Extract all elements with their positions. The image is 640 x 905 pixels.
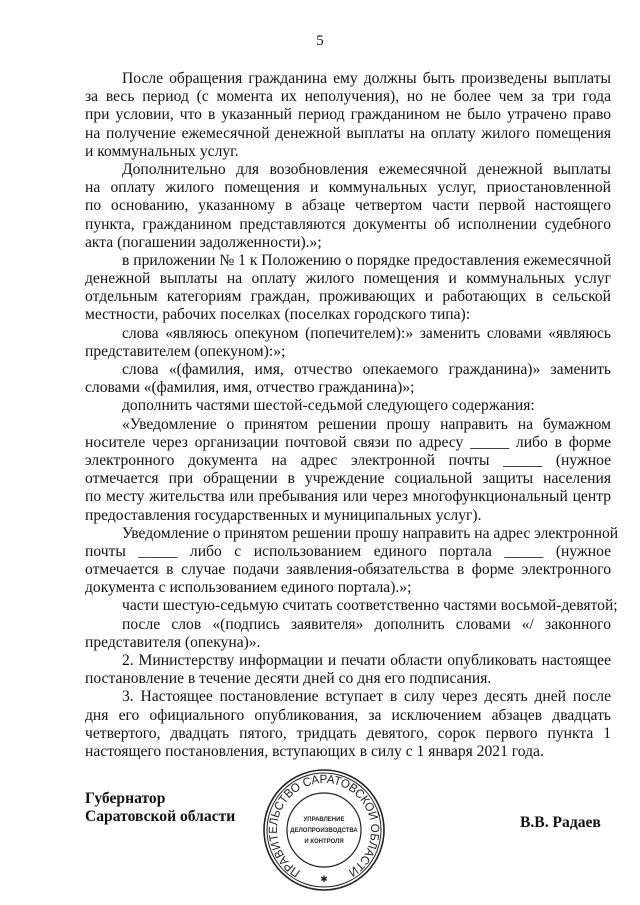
text-line: 2. Министерству информации и печати области опубликовать настоящее xyxy=(122,652,611,669)
document-body xyxy=(85,70,619,761)
text-line: акта (погашении задолженности).»; xyxy=(85,233,322,251)
text-line: дня его официального опубликования, за исключением абзацев двадцать xyxy=(85,706,611,724)
seal-outer-text: ПРАВИТЕЛЬСТВО САРАТОВСКОЙ ОБЛАСТИ xyxy=(265,771,383,881)
page-number: 5 xyxy=(316,33,324,49)
text-line: отмечается при обращении в учреждение социальной защиты населения xyxy=(85,470,611,488)
text-line: в приложении № 1 к Положению о порядке предоставления ежемесячной xyxy=(122,251,612,269)
text-line: носителе через организации почтовой связи по адресу _____ либо в форме xyxy=(85,433,611,451)
text-line: слова «являюсь опекуном (попечителем):» заменить словами «являюсь xyxy=(122,324,611,342)
paragraph xyxy=(85,361,611,397)
paragraph xyxy=(85,397,611,415)
text-line: представителем (опекуном):»; xyxy=(85,342,286,360)
text-line: Дополнительно для возобновления ежемесячной денежной выплаты xyxy=(122,160,611,178)
text-line: электронного документа на адрес электронной почты _____ (нужное xyxy=(85,451,611,469)
text-line: слова «(фамилия, имя, отчество опекаемого гражданина)» заменить xyxy=(122,361,611,378)
paragraph xyxy=(85,161,611,252)
paragraph xyxy=(85,524,619,598)
paragraph xyxy=(85,652,611,688)
text-line: по основанию, указанному в абзаце четвертом части первой настоящего xyxy=(85,197,611,215)
paragraph xyxy=(85,416,611,525)
text-line: при условии, что в указанный период гражданином не было утрачено право xyxy=(85,106,611,124)
signatory-name: В.В. Радаев xyxy=(520,814,601,831)
text-line: После обращения гражданина ему должны быть произведены выплаты xyxy=(122,70,611,87)
text-line: настоящего постановления, вступающих в силу с 1 января 2021 года. xyxy=(85,742,544,760)
text-line: за весь период (с момента их неполучения), но не более чем за три года xyxy=(85,88,611,106)
text-line: документа с использованием единого портала).»; xyxy=(85,579,412,597)
text-line: по месту жительства или пребывания или через многофункциональный центр xyxy=(85,488,611,506)
text-line: части шестую-седьмую считать соответственно частями восьмой-девятой; xyxy=(122,597,618,615)
paragraph xyxy=(85,597,618,615)
text-line: постановление в течение десяти дней со дня его подписания. xyxy=(85,670,492,688)
seal-inner-line: ДЕЛОПРОИЗВОДСТВА xyxy=(290,828,358,834)
signature-position-line1: Губернатор xyxy=(85,790,166,807)
signature-position-line2: Саратовской области xyxy=(85,808,236,825)
text-line: местности, рабочих поселках (поселках городского типа): xyxy=(85,306,471,324)
text-line: представителя (опекуна)». xyxy=(85,633,261,651)
text-line: денежной выплаты на оплату жилого помещения и коммунальных услуг xyxy=(85,270,611,288)
text-line: отмечается в случае подачи заявления-обязательства в форме электронного xyxy=(85,561,611,579)
text-line: на оплату жилого помещения и коммунальных услуг, приостановленной xyxy=(85,179,611,197)
text-line: после слов «(подпись заявителя» дополнить словами «/ законного xyxy=(122,615,611,633)
seal-inner-line: И КОНТРОЛЯ xyxy=(304,839,344,845)
paragraph xyxy=(85,70,611,161)
seal-star-icon: ✱ xyxy=(320,874,328,884)
text-line: четвертого, двадцать пятого, тридцать девятого, сорок первого пункта 1 xyxy=(85,724,611,742)
text-line: пункта, гражданином представляются документы об исполнении судебного xyxy=(85,215,611,233)
official-seal xyxy=(262,768,386,892)
text-line: почты _____ либо с использованием единого портала _____ (нужное xyxy=(85,542,611,560)
seal-inner-line: УПРАВЛЕНИЕ xyxy=(303,817,345,823)
text-line: на получение ежемесячной денежной выплаты на оплату жилого помещения xyxy=(85,124,611,142)
text-line: отдельным категориям граждан, проживающих и работающих в сельской xyxy=(85,288,611,306)
text-line: предоставления государственных и муниципальных услуг). xyxy=(85,506,482,524)
text-line: «Уведомление о принятом решении прошу направить на бумажном xyxy=(122,415,611,433)
text-line: словами «(фамилия, имя, отчество гражданина)»; xyxy=(85,379,415,397)
paragraph xyxy=(85,252,611,325)
paragraph xyxy=(85,616,611,652)
paragraph xyxy=(85,688,611,761)
text-line: Уведомление о принятом решении прошу направить на адрес электронной xyxy=(122,524,619,542)
paragraph xyxy=(85,325,611,361)
text-line: 3. Настоящее постановление вступает в силу через десять дней после xyxy=(122,688,611,706)
text-line: дополнить частями шестой-седьмой следующего содержания: xyxy=(122,397,535,415)
text-line: и коммунальных услуг. xyxy=(85,142,239,160)
